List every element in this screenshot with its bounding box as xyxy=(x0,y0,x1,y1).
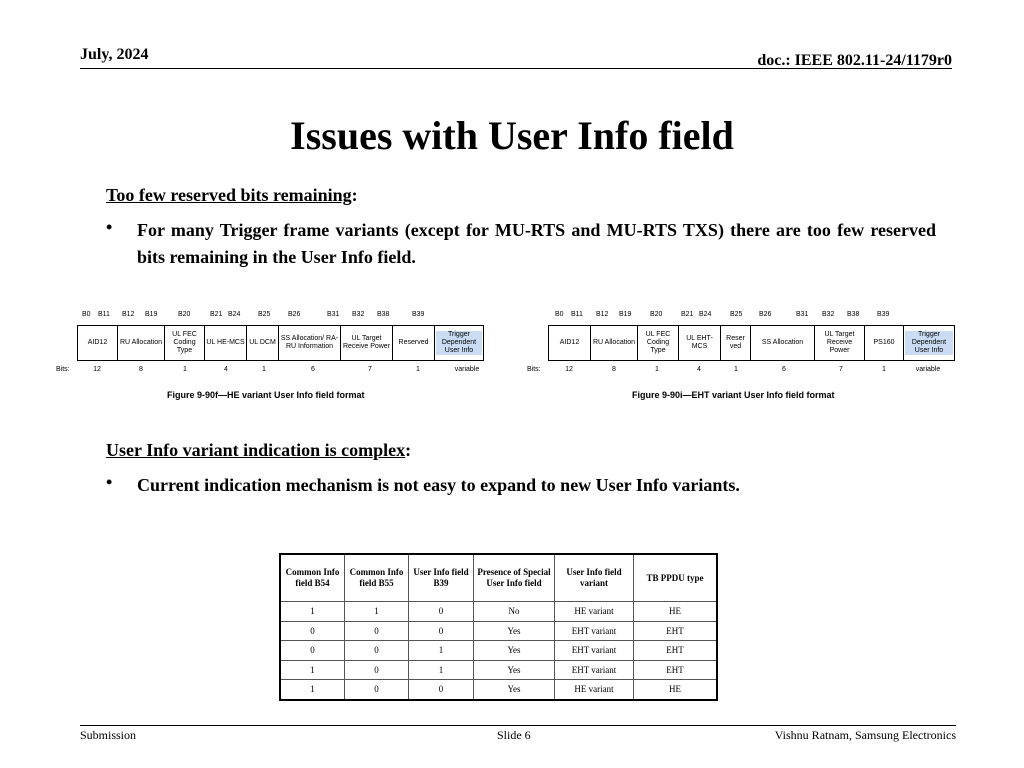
table-cell: EHT xyxy=(634,641,718,661)
he-field-aid12: AID12 xyxy=(78,326,118,360)
eht-field-row xyxy=(548,325,955,361)
he-field-ru-allocation: RU Allocation xyxy=(118,326,165,360)
he-field-ul-target-power: UL Target Receive Power xyxy=(341,326,393,360)
table-row xyxy=(280,660,717,680)
he-bit-label: B38 xyxy=(377,311,390,318)
eht-size: 1 xyxy=(882,366,886,373)
user-info-variant-table xyxy=(279,553,718,701)
table-cell: 0 xyxy=(409,680,474,700)
he-size: 8 xyxy=(139,366,143,373)
table-cell: EHT variant xyxy=(555,660,634,680)
he-size: 12 xyxy=(93,366,101,373)
footer-submission: Submission xyxy=(80,728,137,742)
he-size: 7 xyxy=(368,366,372,373)
footer-author: Vishnu Ratnam, Samsung Electronics xyxy=(774,728,956,742)
he-bit-label: B26 xyxy=(288,311,301,318)
header-divider xyxy=(80,68,952,69)
section1-heading: Too few reserved bits remaining: xyxy=(106,185,358,205)
he-bit-label: B25 xyxy=(258,311,271,318)
table-cell: 0 xyxy=(280,641,345,661)
footer-divider xyxy=(80,725,956,726)
table-row xyxy=(280,621,717,641)
he-size: variable xyxy=(454,366,480,373)
he-bit-label: B20 xyxy=(178,311,191,318)
he-size: 1 xyxy=(416,366,420,373)
table-cell: HE xyxy=(634,602,718,622)
he-bit-label: B39 xyxy=(412,311,425,318)
section1-heading-text: Too few reserved bits remaining xyxy=(106,185,352,205)
eht-field-trigger-dependent xyxy=(904,326,954,360)
table-row xyxy=(280,602,717,622)
he-bit-label: B21 xyxy=(210,311,223,318)
col-header-b55: Common Info field B55 xyxy=(345,554,409,602)
eht-size: 1 xyxy=(734,366,738,373)
eht-field-ul-fec: UL FEC Coding Type xyxy=(638,326,679,360)
eht-bit-label: B19 xyxy=(619,311,632,318)
eht-field-reserved: Reser ved xyxy=(721,326,751,360)
eht-field-ps160: PS160 xyxy=(865,326,904,360)
eht-field-trigger-dependent-text: Trigger Dependent User Info xyxy=(905,331,953,355)
eht-bit-label: B20 xyxy=(650,311,663,318)
eht-bit-label: B25 xyxy=(730,311,743,318)
eht-figure-caption: Figure 9-90i—EHT variant User Info field format xyxy=(632,390,835,400)
table-cell: 1 xyxy=(409,641,474,661)
he-bit-label: B11 xyxy=(98,311,110,318)
col-header-tb-ppdu: TB PPDU type xyxy=(634,554,718,602)
he-size: 6 xyxy=(311,366,315,373)
eht-bit-label: B26 xyxy=(759,311,772,318)
table-cell: HE variant xyxy=(555,680,634,700)
table-cell: 0 xyxy=(409,602,474,622)
he-bit-label: B24 xyxy=(228,311,241,318)
eht-field-ru-allocation: RU Allocation xyxy=(591,326,638,360)
he-size: 1 xyxy=(183,366,187,373)
col-header-b39: User Info field B39 xyxy=(409,554,474,602)
section1-bullet-text: For many Trigger frame variants (except for MU-RTS and MU-RTS TXS) there are too few reserved bits remaining in the User Info field. xyxy=(137,220,936,267)
eht-field-ul-target-power: UL Target Receive Power xyxy=(815,326,865,360)
bullet-dot: • xyxy=(106,217,113,237)
section2-heading: User Info variant indication is complex: xyxy=(106,440,412,460)
table-cell: 0 xyxy=(345,660,409,680)
eht-size: 6 xyxy=(782,366,786,373)
col-header-b54: Common Info field B54 xyxy=(280,554,345,602)
eht-bit-label: B31 xyxy=(796,311,809,318)
table-cell: 0 xyxy=(280,621,345,641)
eht-size: 4 xyxy=(697,366,701,373)
eht-bit-label: B11 xyxy=(571,311,583,318)
table-cell: 0 xyxy=(409,621,474,641)
table-cell: Yes xyxy=(474,641,555,661)
table-header-row xyxy=(280,554,717,602)
he-field-trigger-dependent-text: Trigger Dependent User Info xyxy=(436,331,482,355)
footer-slide-number: Slide 6 xyxy=(497,728,531,742)
table-cell: 0 xyxy=(345,680,409,700)
he-field-ul-fec: UL FEC Coding Type xyxy=(165,326,205,360)
he-field-ul-mcs: UL HE-MCS xyxy=(205,326,247,360)
eht-bit-label: B21 xyxy=(681,311,694,318)
table-cell: 0 xyxy=(345,621,409,641)
table-cell: HE variant xyxy=(555,602,634,622)
section1-bullet xyxy=(106,217,936,277)
header-doc-id: doc.: IEEE 802.11-24/1179r0 xyxy=(757,52,952,69)
he-bit-label: B19 xyxy=(145,311,158,318)
table-cell: 1 xyxy=(409,660,474,680)
table-cell: 0 xyxy=(345,641,409,661)
eht-size: 7 xyxy=(839,366,843,373)
eht-bit-label: B39 xyxy=(877,311,890,318)
col-header-special-user-info: Presence of Special User Info field xyxy=(474,554,555,602)
eht-bits-label: Bits: xyxy=(527,366,541,373)
table-cell: No xyxy=(474,602,555,622)
header-date: July, 2024 xyxy=(80,46,149,63)
he-bit-label: B31 xyxy=(327,311,340,318)
table-cell: EHT xyxy=(634,660,718,680)
he-bit-label: B12 xyxy=(122,311,135,318)
eht-bit-label: B38 xyxy=(847,311,860,318)
he-field-ul-dcm: UL DCM xyxy=(247,326,279,360)
section2-heading-text: User Info variant indication is complex xyxy=(106,440,406,460)
eht-bit-label: B0 xyxy=(555,311,564,318)
he-field-sizes xyxy=(56,366,516,376)
section2-bullet-text: Current indication mechanism is not easy to expand to new User Info variants. xyxy=(137,475,740,495)
table-cell: HE xyxy=(634,680,718,700)
he-field-ss-allocation: SS Allocation/ RA-RU Information xyxy=(279,326,341,360)
table-row xyxy=(280,680,717,700)
table-cell: EHT variant xyxy=(555,621,634,641)
table-row xyxy=(280,641,717,661)
he-bits-label: Bits: xyxy=(56,366,70,373)
he-figure-caption: Figure 9-90f—HE variant User Info field format xyxy=(167,390,365,400)
eht-bit-label: B24 xyxy=(699,311,712,318)
eht-field-aid12: AID12 xyxy=(549,326,591,360)
table-cell: Yes xyxy=(474,680,555,700)
table-cell: 1 xyxy=(280,660,345,680)
he-field-row xyxy=(77,325,484,361)
eht-size: 12 xyxy=(565,366,573,373)
eht-field-sizes xyxy=(527,366,987,376)
he-size: 1 xyxy=(262,366,266,373)
section2-bullet xyxy=(106,472,936,502)
he-size: 4 xyxy=(224,366,228,373)
table-cell: Yes xyxy=(474,621,555,641)
eht-size: 8 xyxy=(612,366,616,373)
he-bit-label: B32 xyxy=(352,311,365,318)
eht-size: 1 xyxy=(655,366,659,373)
he-field-reserved: Reserved xyxy=(393,326,435,360)
table-cell: 1 xyxy=(280,602,345,622)
bullet-dot: • xyxy=(106,472,113,492)
table-cell: 1 xyxy=(345,602,409,622)
table-cell: EHT variant xyxy=(555,641,634,661)
eht-field-ul-mcs: UL EHT-MCS xyxy=(679,326,721,360)
eht-size: variable xyxy=(915,366,941,373)
eht-field-ss-allocation: SS Allocation xyxy=(751,326,815,360)
table-cell: Yes xyxy=(474,660,555,680)
he-bit-label: B0 xyxy=(82,311,91,318)
table-cell: 1 xyxy=(280,680,345,700)
he-field-trigger-dependent xyxy=(435,326,483,360)
col-header-variant: User Info field variant xyxy=(555,554,634,602)
eht-bit-label: B12 xyxy=(596,311,609,318)
slide-title: Issues with User Info field xyxy=(290,113,734,158)
eht-bit-label: B32 xyxy=(822,311,835,318)
table-cell: EHT xyxy=(634,621,718,641)
